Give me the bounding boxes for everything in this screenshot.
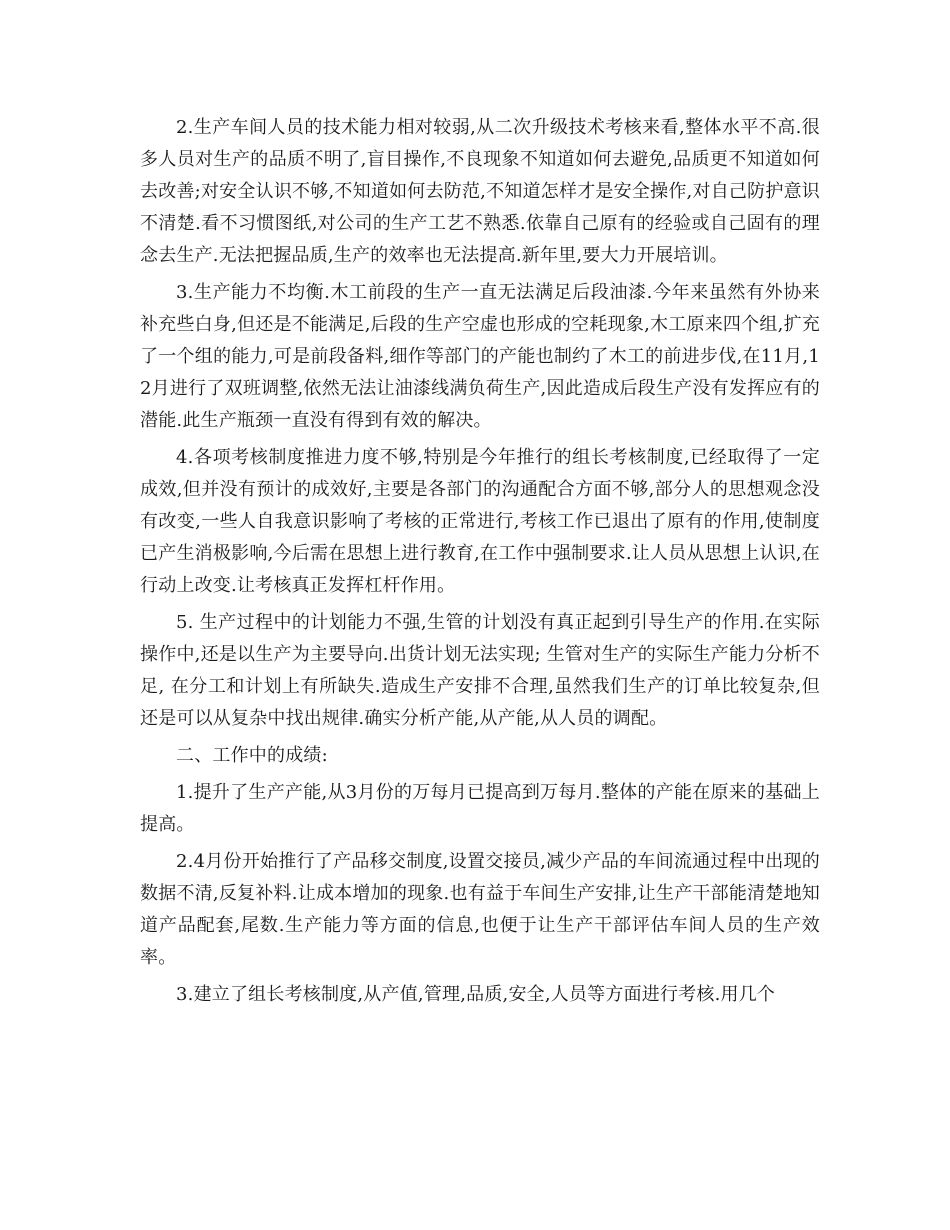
paragraph-handover-system: 2.4月份开始推行了产品移交制度,设置交接员,减少产品的车间流通过程中出现的数据不清,反复补料.让成本增加的现象.也有益于车间生产安排,让生产干部能清楚地知道产品配套,尾数.生产能力等方面的信息,也便于让生产干部评估车间人员的生产效率。 [140, 851, 820, 968]
paragraph-capacity-balance: 3.生产能力不均衡.木工前段的生产一直无法满足后段油漆.今年来虽然有外协来补充些白身,但还是不能满足,后段的生产空虚也形成的空耗现象,木工原来四个组,扩充了一个组的能力,可是前段备料,细作等部门的产能也制约了木工的前进步伐,在11月,12月进行了双班调整,依然无法让油漆线满负荷生产,因此造成后段生产没有发挥应有的潜能.此生产瓶颈一直没有得到有效的解决。 [140, 282, 820, 431]
section-heading-achievements: 二、工作中的成绩: [176, 745, 328, 766]
paragraph-assessment-system: 4.各项考核制度推进力度不够,特别是今年推行的组长考核制度,已经取得了一定成效,但并没有预计的成效好,主要是各部门的沟通配合方面不够,部分人的思想观念没有改变,一些人自我意识影响了考核的正常进行,考核工作已退出了原有的作用,使制度已产生消极影响,今后需在思想上进行教育,在工作中强制要求.让人员从思想上认识,在行动上改变.让考核真正发挥杠杆作用。 [140, 447, 820, 596]
document-body [140, 112, 820, 1016]
paragraph-planning-ability: 5. 生产过程中的计划能力不强,生管的计划没有真正起到引导生产的作用.在实际操作中,还是以生产为主要导向.出货计划无法实现; 生管对生产的实际生产能力分析不足, 在分工和计划上有所缺失.造成生产安排不合理,虽然我们生产的订单比较复杂,但还是可以从复杂中找出规律.确实分析产能,从产能,从人员的调配。 [140, 612, 820, 729]
paragraph-capacity-increase: 1.提升了生产产能,从3月份的万每月已提高到万每月.整体的产能在原来的基础上提高。 [140, 782, 820, 835]
paragraph-tech-skill: 2.生产车间人员的技术能力相对较弱,从二次升级技术考核来看,整体水平不高.很多人员对生产的品质不明了,盲目操作,不良现象不知道如何去避免,品质更不知道如何去改善;对安全认识不够,不知道如何去防范,不知道怎样才是安全操作,对自己防护意识不清楚.看不习惯图纸,对公司的生产工艺不熟悉.依靠自己原有的经验或自己固有的理念去生产.无法把握品质,生产的效率也无法提高.新年里,要大力开展培训。 [140, 117, 820, 266]
paragraph-team-leader-assessment: 3.建立了组长考核制度,从产值,管理,品质,安全,人员等方面进行考核.用几个 [176, 984, 776, 1005]
